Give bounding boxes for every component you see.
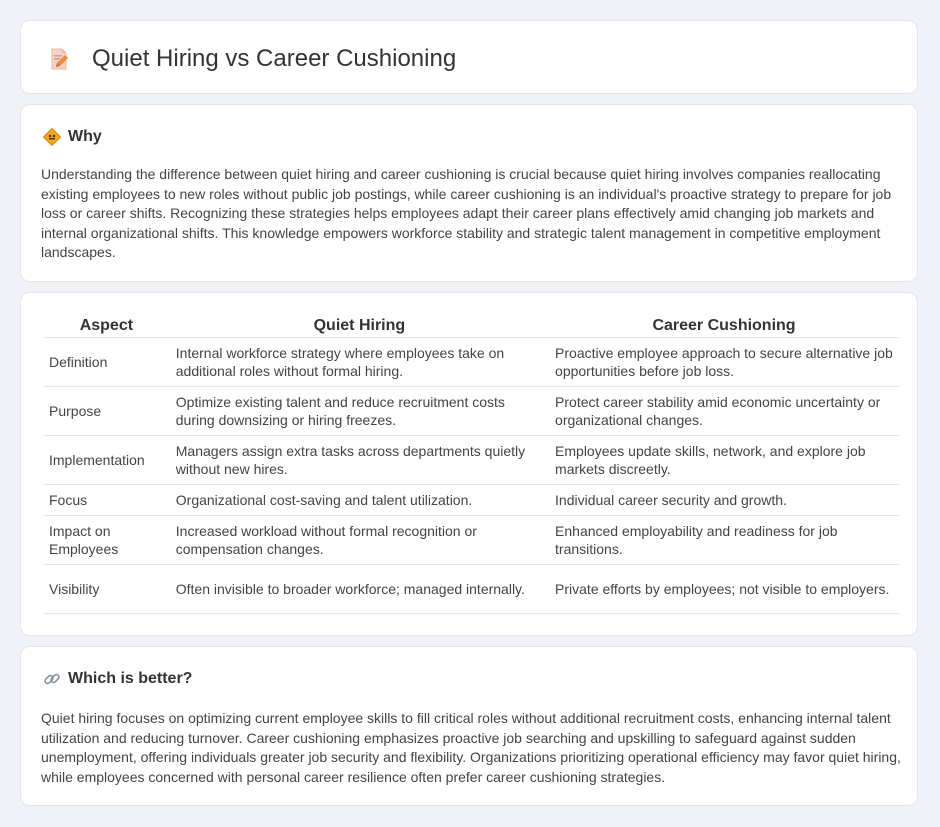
table-row [43, 516, 899, 565]
header-card [20, 20, 918, 94]
quiet-hiring-cell: Organizational cost-saving and talent utilization. [170, 485, 549, 516]
career-cushioning-cell: Employees update skills, network, and explore job markets discreetly. [549, 436, 899, 485]
aspect-cell: Definition [43, 338, 170, 387]
quiet-hiring-cell: Managers assign extra tasks across departments quietly without new hires. [170, 436, 549, 485]
quiet-hiring-cell: Optimize existing talent and reduce recruitment costs during downsizing or hiring freezes. [170, 387, 549, 436]
table-row [43, 485, 899, 516]
which-better-card [20, 646, 918, 806]
table-row [43, 387, 899, 436]
which-better-heading-label: Which is better? [68, 670, 193, 687]
aspect-cell: Purpose [43, 387, 170, 436]
career-cushioning-cell: Enhanced employability and readiness for job transitions. [549, 516, 899, 565]
why-heading-label: Why [68, 128, 102, 145]
why-card [20, 104, 918, 282]
why-text: Understanding the difference between quiet hiring and career cushioning is crucial because quiet hiring involves companies reallocating existing employees to new roles without public job postings, while career cushioning is an individual's proactive strategy to prepare for job loss or career shifts. Recognizing these strategies helps employees adapt their career plans effectively amid changing job markets and internal organizational shifts. This knowledge empowers workforce stability and strategic talent management in competitive employment landscapes. [41, 166, 892, 260]
career-cushioning-cell: Protect career stability amid economic uncertainty or organizational changes. [549, 387, 899, 436]
career-cushioning-cell: Proactive employee approach to secure alternative job opportunities before job loss. [549, 338, 899, 387]
page-title: Quiet Hiring vs Career Cushioning [92, 45, 457, 72]
aspect-cell: Visibility [43, 565, 170, 614]
header-career-cushioning: Career Cushioning [549, 315, 899, 338]
quiet-hiring-cell: Increased workload without formal recognition or compensation changes. [170, 516, 549, 565]
aspect-cell: Implementation [43, 436, 170, 485]
diamond-sign-icon [43, 128, 61, 146]
why-heading [43, 127, 102, 147]
table-header-row [43, 315, 899, 338]
table-row [43, 338, 899, 387]
link-icon [43, 670, 61, 688]
career-cushioning-cell: Private efforts by employees; not visible to employers. [549, 565, 899, 614]
comparison-table [43, 315, 899, 614]
table-row [43, 436, 899, 485]
document-pencil-icon [47, 47, 71, 71]
comparison-card [20, 292, 918, 636]
which-better-text: Quiet hiring focuses on optimizing current employee skills to fill critical roles without additional recruitment costs, enhancing internal talent utilization and reducing turnover. Career cushioning emphasizes proactive job searching and upskilling to safeguard against sudden unemployment, offering individuals greater job security and flexibility. Organizations prioritizing operational efficiency may favor quiet hiring, while employees concerned with personal career resilience often prefer career cushioning strategies. [41, 710, 901, 785]
header-quiet-hiring: Quiet Hiring [170, 315, 549, 338]
aspect-cell: Focus [43, 485, 170, 516]
quiet-hiring-cell: Often invisible to broader workforce; managed internally. [170, 565, 549, 614]
quiet-hiring-cell: Internal workforce strategy where employees take on additional roles without formal hiring. [170, 338, 549, 387]
career-cushioning-cell: Individual career security and growth. [549, 485, 899, 516]
header-aspect: Aspect [43, 315, 170, 338]
which-better-heading [43, 669, 192, 689]
table-row [43, 565, 899, 614]
aspect-cell: Impact on Employees [43, 516, 170, 565]
